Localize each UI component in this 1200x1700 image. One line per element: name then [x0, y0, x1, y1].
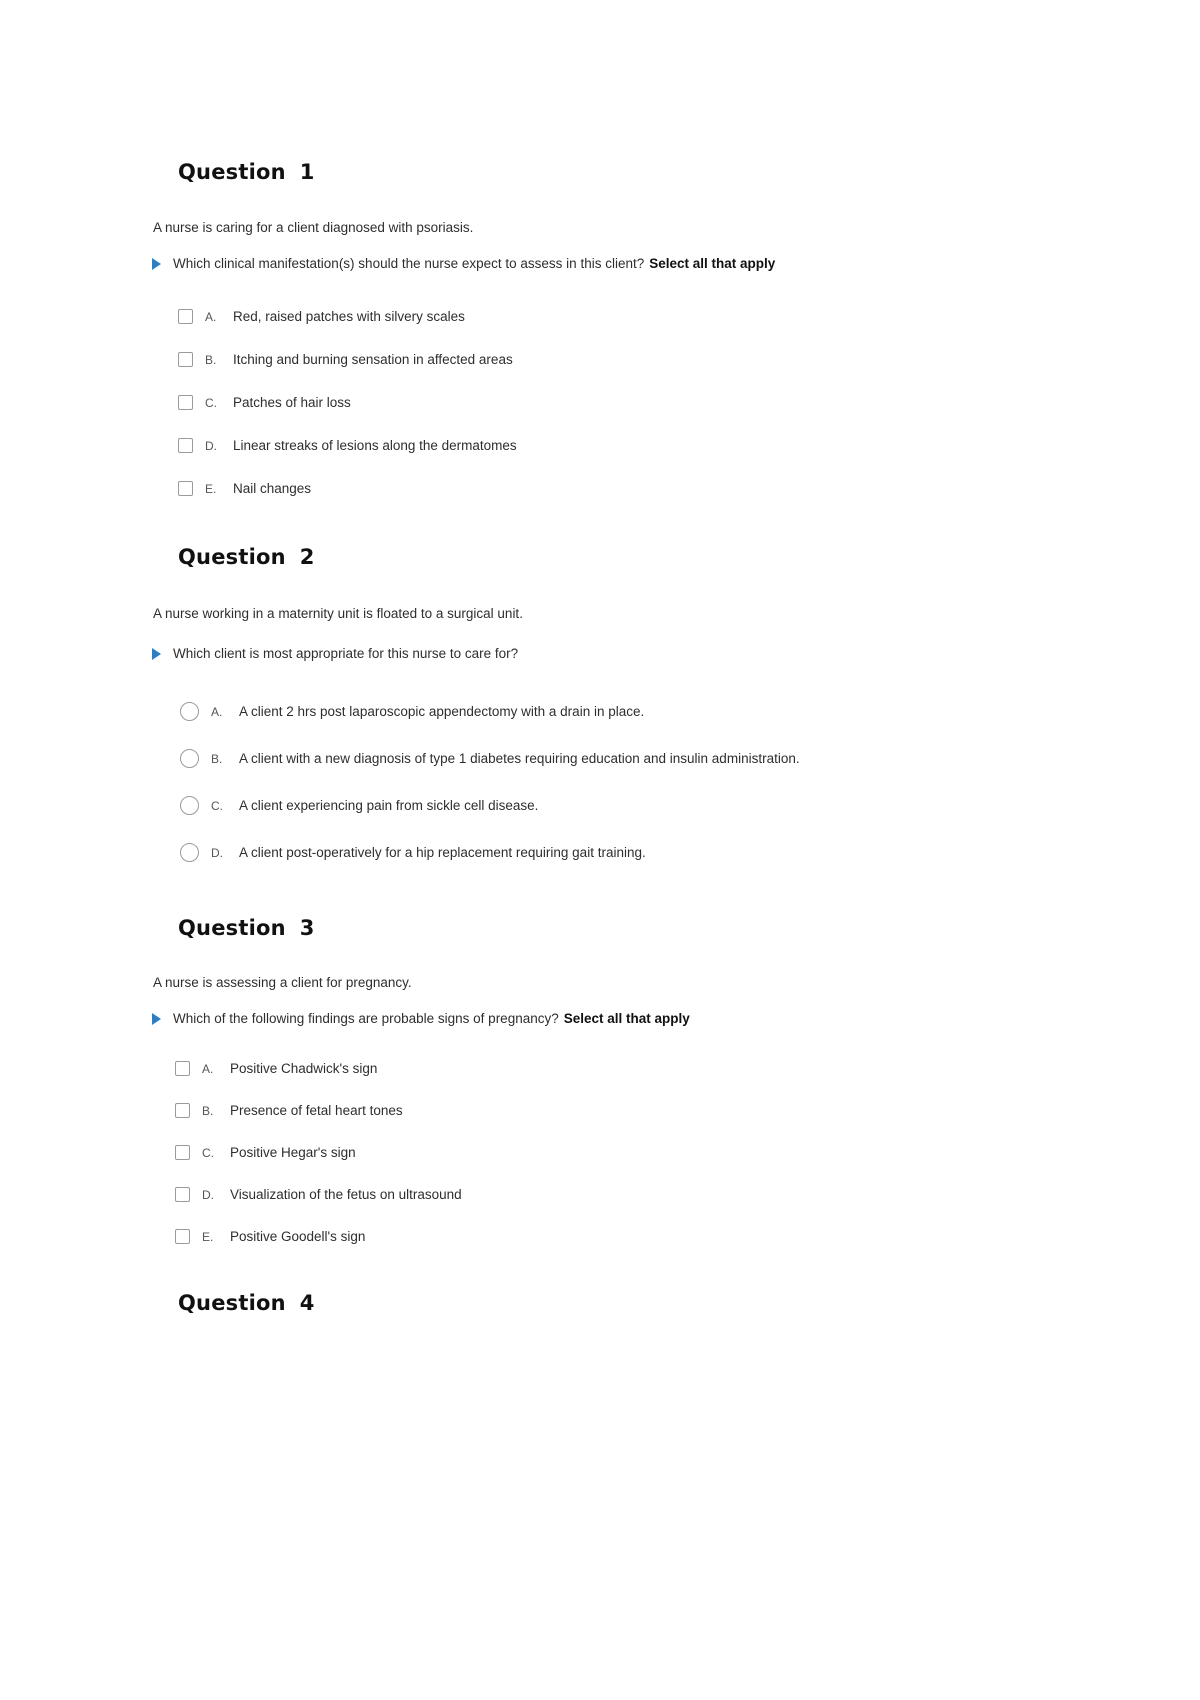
question-3-option-d[interactable] [175, 1187, 462, 1202]
prompt-text: Which clinical manifestation(s) should the nurse expect to assess in this client? [173, 256, 645, 271]
option-text: A client with a new diagnosis of type 1 diabetes requiring education and insulin administration. [239, 751, 800, 766]
option-letter: D. [205, 438, 217, 453]
question-2-option-c[interactable] [180, 796, 538, 815]
option-text: Positive Hegar's sign [230, 1145, 356, 1160]
question-number: 2 [299, 545, 315, 569]
option-text: Red, raised patches with silvery scales [233, 309, 465, 324]
option-text: Nail changes [233, 481, 312, 496]
question-label: Question [178, 916, 286, 940]
prompt-text: Which client is most appropriate for this nurse to care for? [173, 646, 519, 661]
question-label: Question [178, 160, 286, 184]
checkbox-icon[interactable] [175, 1145, 190, 1160]
question-3-stem: A nurse is assessing a client for pregnancy. [153, 975, 412, 990]
question-2-option-d[interactable] [180, 843, 646, 862]
question-label: Question [178, 545, 286, 569]
question-1-option-d[interactable] [178, 438, 517, 453]
checkbox-icon[interactable] [178, 481, 193, 496]
prompt-text: Which of the following findings are probable signs of pregnancy? [173, 1011, 559, 1026]
option-letter: A. [211, 704, 223, 719]
question-3-option-a[interactable] [175, 1061, 377, 1076]
checkbox-icon[interactable] [178, 352, 193, 367]
question-3-option-e[interactable] [175, 1229, 365, 1244]
radio-button-icon[interactable] [180, 843, 199, 862]
option-letter: E. [205, 481, 217, 496]
option-text: A client 2 hrs post laparoscopic appendectomy with a drain in place. [239, 704, 645, 719]
radio-button-icon[interactable] [180, 749, 199, 768]
option-letter: B. [205, 352, 217, 367]
checkbox-icon[interactable] [178, 438, 193, 453]
option-letter: E. [202, 1229, 214, 1244]
question-1-option-a[interactable] [178, 309, 465, 324]
option-letter: A. [205, 309, 217, 324]
option-text: Itching and burning sensation in affected areas [233, 352, 513, 367]
question-1-title [178, 160, 315, 184]
checkbox-icon[interactable] [178, 395, 193, 410]
question-2-option-b[interactable] [180, 749, 800, 768]
question-2-title [178, 545, 315, 569]
question-number: 3 [299, 916, 315, 940]
option-text: Patches of hair loss [233, 395, 351, 410]
arrow-bullet-icon [152, 648, 161, 660]
question-1-option-b[interactable] [178, 352, 513, 367]
option-letter: D. [202, 1187, 214, 1202]
option-text: Visualization of the fetus on ultrasound [230, 1187, 462, 1202]
prompt-emphasis: Select all that apply [563, 1011, 690, 1026]
checkbox-icon[interactable] [175, 1103, 190, 1118]
question-1-stem: A nurse is caring for a client diagnosed with psoriasis. [153, 220, 474, 235]
arrow-bullet-icon [152, 1013, 161, 1025]
question-3-title [178, 916, 315, 940]
question-1-option-e[interactable] [178, 481, 311, 496]
option-text: Positive Chadwick's sign [230, 1061, 378, 1076]
question-number: 4 [299, 1291, 315, 1315]
checkbox-icon[interactable] [175, 1229, 190, 1244]
question-1-prompt [152, 256, 775, 271]
option-letter: C. [205, 395, 217, 410]
arrow-bullet-icon [152, 258, 161, 270]
option-text: A client post-operatively for a hip replacement requiring gait training. [239, 845, 646, 860]
question-number: 1 [299, 160, 315, 184]
question-3-option-b[interactable] [175, 1103, 403, 1118]
option-letter: B. [211, 751, 223, 766]
question-3-option-c[interactable] [175, 1145, 356, 1160]
option-text: Positive Goodell's sign [230, 1229, 366, 1244]
checkbox-icon[interactable] [175, 1061, 190, 1076]
option-letter: C. [211, 798, 223, 813]
question-2-stem: A nurse working in a maternity unit is floated to a surgical unit. [153, 606, 523, 621]
checkbox-icon[interactable] [178, 309, 193, 324]
prompt-emphasis: Select all that apply [649, 256, 776, 271]
question-3-prompt [152, 1011, 690, 1026]
option-text: Linear streaks of lesions along the dermatomes [233, 438, 517, 453]
option-letter: D. [211, 845, 223, 860]
question-2-option-a[interactable] [180, 702, 644, 721]
question-4-title [178, 1291, 315, 1315]
option-letter: B. [202, 1103, 214, 1118]
option-letter: C. [202, 1145, 214, 1160]
question-1-option-c[interactable] [178, 395, 351, 410]
question-2-prompt [152, 646, 518, 661]
option-text: A client experiencing pain from sickle cell disease. [239, 798, 539, 813]
checkbox-icon[interactable] [175, 1187, 190, 1202]
radio-button-icon[interactable] [180, 702, 199, 721]
question-label: Question [178, 1291, 286, 1315]
option-text: Presence of fetal heart tones [230, 1103, 403, 1118]
radio-button-icon[interactable] [180, 796, 199, 815]
option-letter: A. [202, 1061, 214, 1076]
